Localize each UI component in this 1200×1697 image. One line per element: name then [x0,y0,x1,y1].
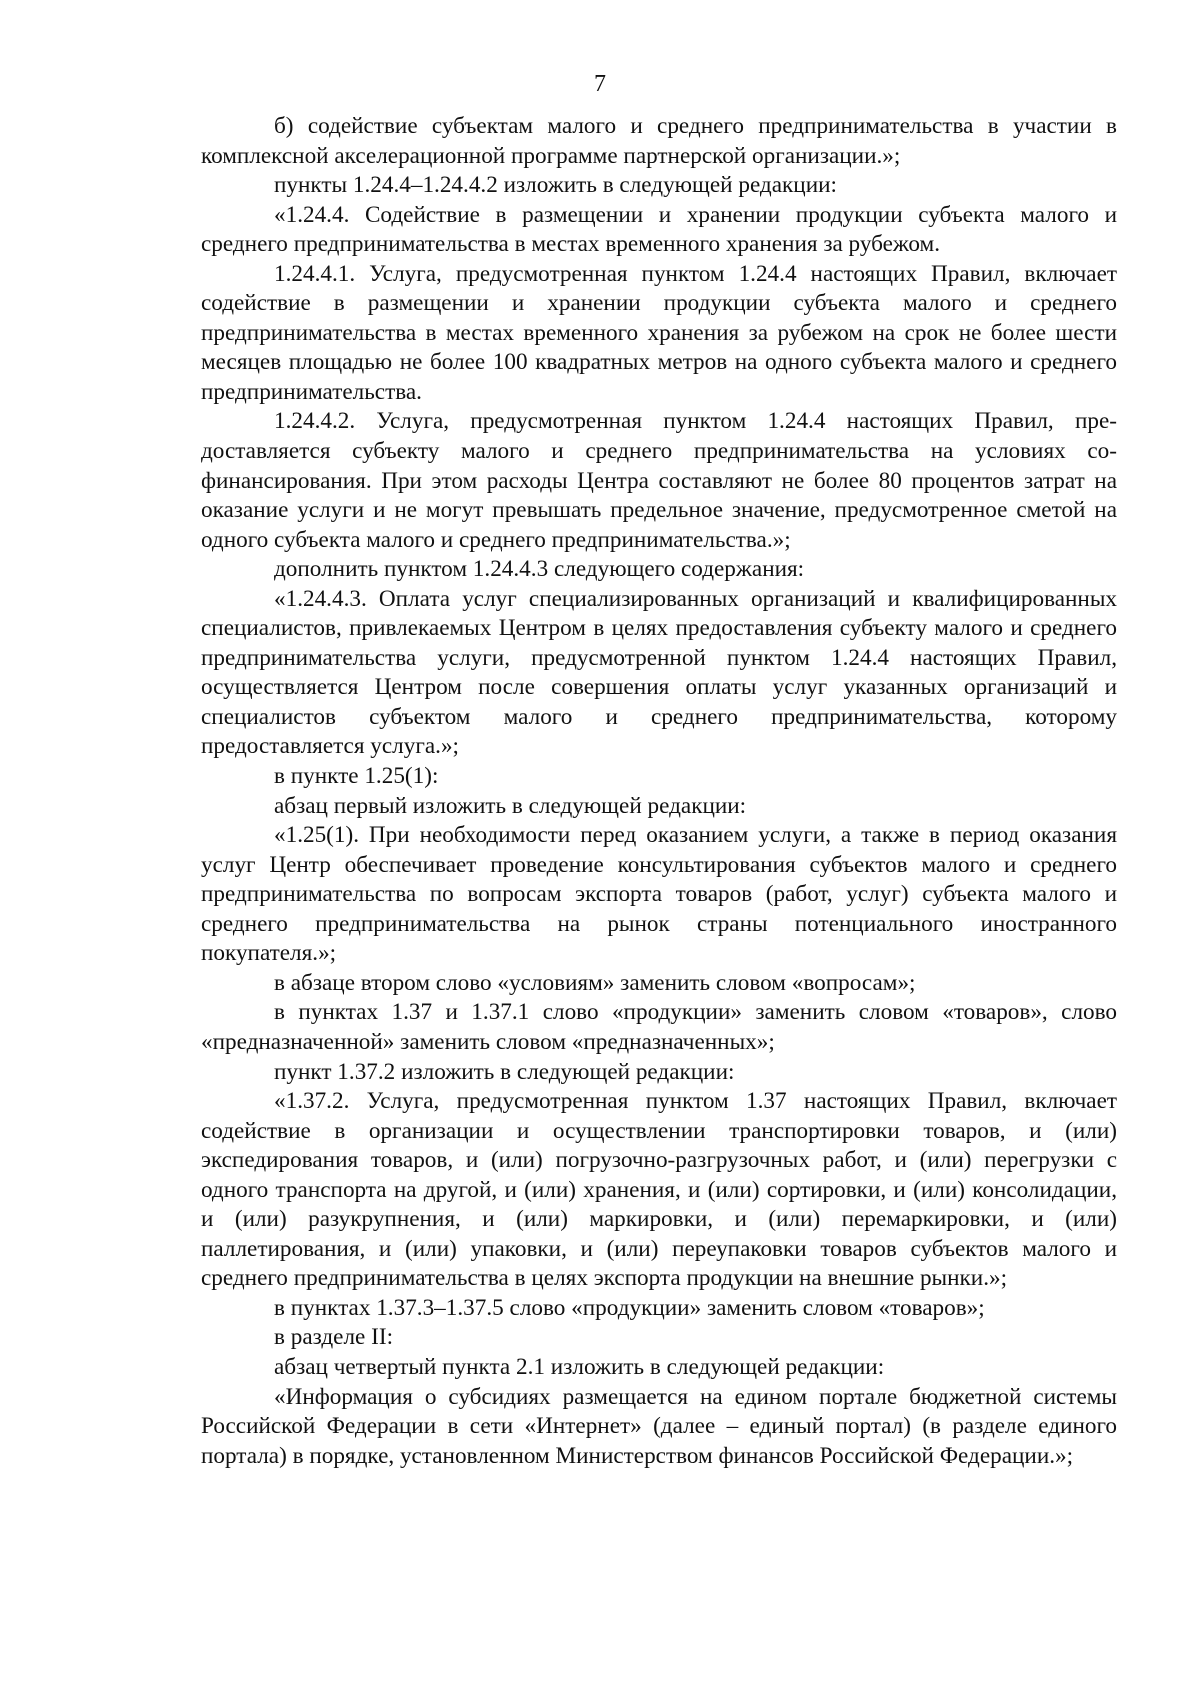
page-number: 7 [594,71,606,97]
paragraph: «1.24.4.3. Оплата услуг специализированных организаций и квалифицированных специалистов, привлекаемых Центром в целях предоставления субъекту малого и среднего предпринимательства услуги, предусмотренной пунктом 1.24.4 настоящих Правил, осуществляется Центром после совершения оплаты услуг указанных организаций и специалистов субъектом малого и среднего предпринимательства, которому предоставляется услуга.»; [201,585,1117,760]
paragraph: пункт 1.37.2 изложить в следующей редакции: [274,1058,735,1085]
paragraph: «1.37.2. Услуга, предусмотренная пунктом 1.37 настоящих Правил, включает содействие в организации и осуществлении транспортировки товаров, и (или) экспедирования товаров, и (или) погрузочно-разгрузочных работ, и (или) перегрузки с одного транспорта на другой, и (или) хранения, и (или) сортировки, и (или) консолидации, и (или) разукрупнения, и (или) маркировки, и (или) перемаркировки, и (или) паллетирования, и (или) упаковки, и (или) переупаковки товаров субъектов малого и среднего предпринимательства в целях экспорта продукции на внешние рынки.»; [201,1088,1117,1292]
paragraph: в разделе II: [274,1324,394,1351]
paragraph: 1.24.4.2. Услуга, предусмотренная пунктом 1.24.4 настоящих Правил, предоставляется субъекту малого и среднего предпринимательства на условиях софинансирования. При этом расходы Центра составляют не более 80 процентов затрат на оказание услуги и не могут превышать предельное значение, предусмотренное сметой на одного субъекта малого и среднего предпринимательства.»; [201,408,1117,553]
paragraph: б) содействие субъектам малого и среднего предпринимательства в участии в комплексной акселерационной программе партнерской организации.»; [201,113,1117,169]
paragraph: в пункте 1.25(1): [274,763,439,790]
paragraph: в пунктах 1.37 и 1.37.1 слово «продукции» заменить словом «товаров», слово «предназначенной» заменить словом «предназначенных»; [201,999,1117,1055]
paragraph: 1.24.4.1. Услуга, предусмотренная пунктом 1.24.4 настоящих Правил, включает содействие в размещении и хранении продукции субъекта малого и среднего предпринимательства в местах временного хранения за рубежом на срок не более шести месяцев площадью не более 100 квадратных метров на одного субъекта малого и среднего предпринимательства. [201,260,1117,405]
paragraph: в пунктах 1.37.3–1.37.5 слово «продукции» заменить словом «товаров»; [274,1294,985,1321]
paragraph: «1.25(1). При необходимости перед оказанием услуги, а также в период оказания услуг Центр обеспечивает проведение консультирования субъектов малого и среднего предпринимательства по вопросам экспорта товаров (работ, услуг) субъекта малого и среднего предпринимательства на рынок страны потенциального иностранного покупателя.»; [201,822,1117,967]
paragraph: «Информация о субсидиях размещается на едином портале бюджетной системы Российской Федерации в сети «Интернет» (далее – единый портал) (в разделе единого портала) в порядке, установленном Министерством финансов Российской Федерации.»; [201,1383,1117,1469]
paragraph: в абзаце втором слово «условиям» заменить словом «вопросам»; [274,969,916,996]
paragraph: пункты 1.24.4–1.24.4.2 изложить в следующей редакции: [274,172,837,199]
paragraph: абзац четвертый пункта 2.1 изложить в следующей редакции: [274,1353,885,1380]
document-body [201,112,1117,1471]
paragraph: абзац первый изложить в следующей редакции: [274,792,747,819]
paragraph: «1.24.4. Содействие в размещении и хранении продукции субъекта малого и среднего предпринимательства в местах временного хранения за рубежом. [201,201,1117,258]
paragraph: дополнить пунктом 1.24.4.3 следующего содержания: [274,556,805,583]
